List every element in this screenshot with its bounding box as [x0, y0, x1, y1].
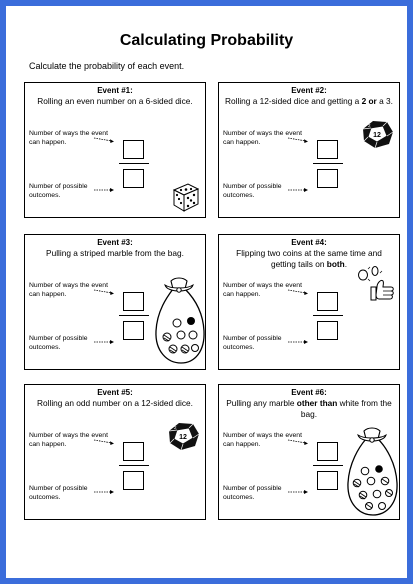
denominator-answer-box[interactable]: [123, 169, 144, 188]
arrow-icon: [287, 287, 309, 297]
coin-flip-icon: [357, 265, 397, 305]
arrow-icon: [287, 186, 309, 196]
fraction-bar: [119, 465, 149, 466]
denominator-answer-box[interactable]: [123, 471, 144, 490]
numerator-answer-box[interactable]: [123, 292, 144, 311]
event-card-3: [24, 234, 206, 370]
fraction-bar: [313, 315, 343, 316]
fraction-bar: [313, 465, 343, 466]
arrow-icon: [93, 287, 115, 297]
event-title: Event #3:: [97, 238, 133, 247]
denominator-label: Number of possible outcomes.: [223, 335, 282, 351]
arrow-icon: [287, 437, 309, 447]
six-sided-die-icon: [171, 181, 201, 213]
numerator-label: Number of ways the event can happen.: [223, 432, 302, 448]
arrow-icon: [287, 338, 309, 348]
numerator-answer-box[interactable]: [317, 442, 338, 461]
numerator-answer-box[interactable]: [317, 140, 338, 159]
svg-text:12: 12: [373, 132, 381, 139]
denominator-answer-box[interactable]: [317, 471, 338, 490]
numerator-answer-box[interactable]: [123, 442, 144, 461]
arrow-icon: [287, 488, 309, 498]
event-title: Event #1:: [97, 86, 133, 95]
svg-text:2: 2: [368, 123, 371, 128]
numerator-label: Number of ways the event can happen.: [223, 282, 302, 298]
event-description: Pulling a striped marble from the bag.: [46, 248, 184, 258]
event-title: Event #6:: [291, 388, 327, 397]
event-card-4: [218, 234, 400, 370]
numerator-answer-box[interactable]: [123, 140, 144, 159]
arrow-icon: [93, 488, 115, 498]
denominator-label: Number of possible outcomes.: [223, 485, 282, 501]
arrow-icon: [287, 135, 309, 145]
denominator-label: Number of possible outcomes.: [29, 335, 88, 351]
event-title: Event #2:: [291, 86, 327, 95]
event-card-1: [24, 82, 206, 218]
denominator-answer-box[interactable]: [317, 169, 338, 188]
event-description: Pulling any marble other than white from the bag.: [226, 398, 392, 419]
event-card-6: [218, 384, 400, 520]
numerator-label: Number of ways the event can happen.: [223, 130, 302, 146]
event-title: Event #4:: [291, 238, 327, 247]
page-title: Calculating Probability: [119, 32, 294, 49]
fraction-bar: [119, 163, 149, 164]
arrow-icon: [93, 437, 115, 447]
numerator-label: Number of ways the event can happen.: [29, 130, 108, 146]
svg-text:12: 12: [179, 434, 187, 441]
event-title: Event #5:: [97, 388, 133, 397]
event-card-2: [218, 82, 400, 218]
denominator-answer-box[interactable]: [317, 321, 338, 340]
event-description: Rolling an odd number on a 12-sided dice.: [37, 398, 193, 408]
fraction-bar: [119, 315, 149, 316]
arrow-icon: [93, 338, 115, 348]
numerator-label: Number of ways the event can happen.: [29, 282, 108, 298]
event-description: Flipping two coins at the same time and getting tails on both.: [236, 248, 382, 269]
marble-bag-icon: [343, 425, 401, 519]
numerator-answer-box[interactable]: [317, 292, 338, 311]
instructions: Calculate the probability of each event.: [29, 61, 185, 71]
denominator-label: Number of possible outcomes.: [29, 183, 88, 199]
denominator-answer-box[interactable]: [123, 321, 144, 340]
arrow-icon: [93, 186, 115, 196]
event-description: Rolling a 12-sided dice and getting a 2 or a 3.: [225, 96, 393, 106]
denominator-label: Number of possible outcomes.: [29, 485, 88, 501]
twelve-sided-die-icon: [359, 119, 395, 149]
numerator-label: Number of ways the event can happen.: [29, 432, 108, 448]
event-description: Rolling an even number on a 6-sided dice.: [37, 96, 193, 106]
event-card-5: [24, 384, 206, 520]
arrow-icon: [93, 135, 115, 145]
fraction-bar: [313, 163, 343, 164]
twelve-sided-die-icon: [165, 421, 201, 451]
denominator-label: Number of possible outcomes.: [223, 183, 282, 199]
marble-bag-icon: [151, 275, 207, 367]
svg-text:2: 2: [174, 425, 177, 430]
